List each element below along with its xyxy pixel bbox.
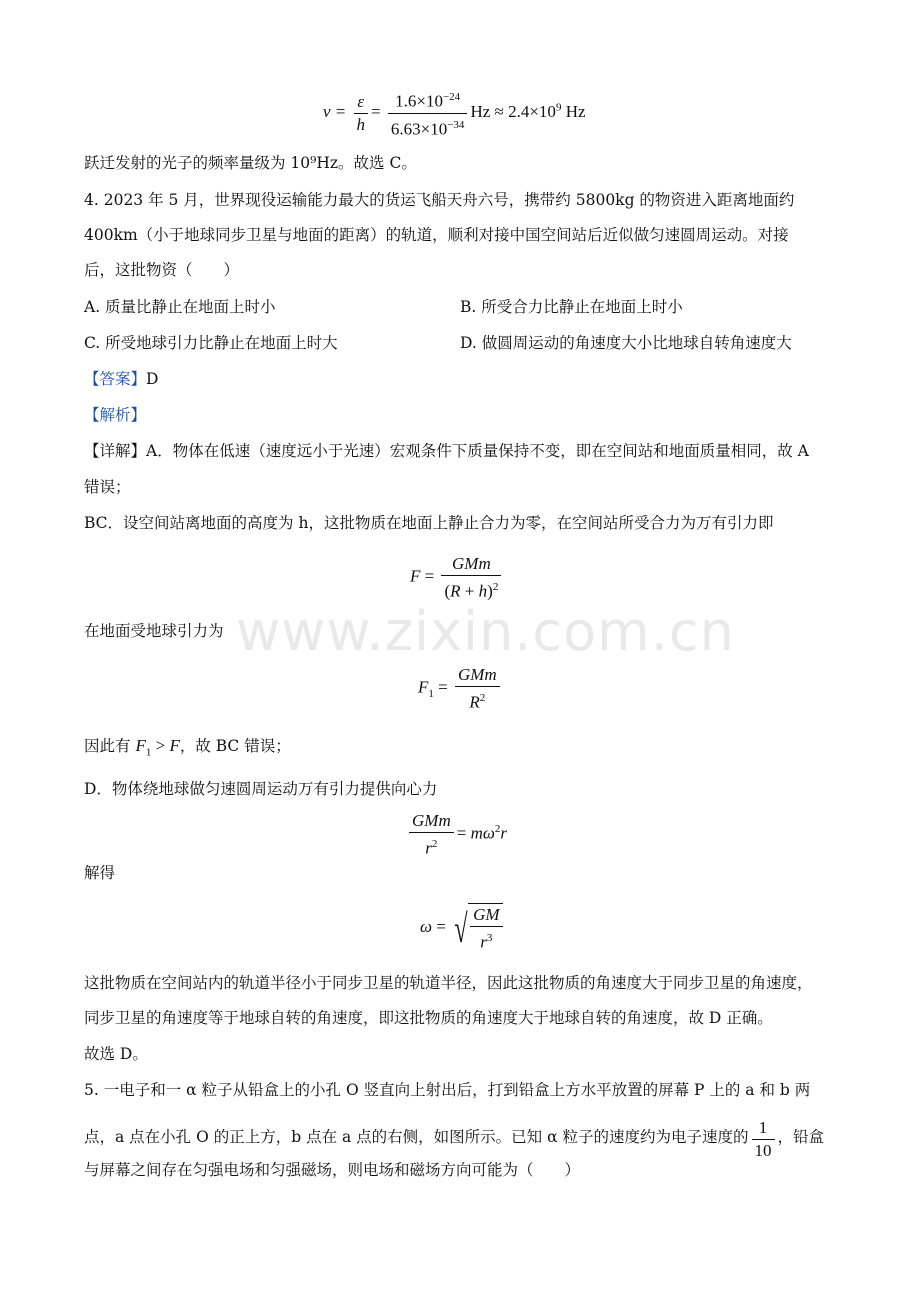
eq-rhs: Hz ≈ 2.4×10: [470, 102, 556, 122]
fraction-eps-h: [354, 91, 369, 136]
fraction-one-tenth: $\frac{1}{10}$: [752, 1117, 775, 1162]
answer-tag: 【答案】: [84, 370, 147, 388]
equation-frequency: ν = $\frac{\varepsilon}{h}$ = $\frac{1.6\times 10^{-24}}{6.63\times 10^{-34}}$ $Hz \approx 2.4\times 10^9$ Hz: [323, 86, 586, 140]
q4-option-c: C. 所受地球引力比静止在地面上时大: [84, 334, 338, 352]
fraction-gmm-r2-small: $\frac{\text{GMm}}{r^2}$: [409, 810, 454, 860]
q5-stem-line2: 点，a 点在小孔 O 的正上方，b 点在 a 点的右侧，如图所示。已知 α 粒子的速度约为电子速度的 $\frac{1}{10}$ ，铅盒: [84, 1118, 825, 1160]
frac-den: h: [356, 114, 366, 134]
frac-den: $6.63\times 10^{-34}$: [390, 118, 465, 139]
q4-d-line: D．物体绕地球做匀速圆周运动万有引力提供向心力: [84, 780, 438, 798]
equation-force-orbit: F = $\frac{\text{GMm}}{(R + h)^2}$: [410, 553, 504, 603]
q4-detail-line1: 【详解】A．物体在低速（速度远小于光速）宏观条件下质量保持不变，即在空间站和地面质量相同，故 A: [84, 442, 809, 460]
q4-answer: [84, 368, 158, 390]
q4-ground-text: 在地面受地球引力为: [84, 622, 224, 640]
fraction-gmm: $\frac{\text{GMm}}{(R + h)^2}$: [441, 553, 501, 603]
eq-rhs-exp: 9: [555, 101, 562, 114]
q4-stem-line3: 后，这批物资（ ）: [84, 261, 240, 279]
watermark: www.zixin.com.cn: [236, 600, 735, 663]
fraction-gmm-r2: $\frac{\text{GMm}}{R^2}$: [455, 664, 500, 714]
q4-option-d: D. 做圆周运动的角速度大小比地球自转角速度大: [460, 334, 792, 352]
frac-num: $1.6\times 10^{-24}$: [388, 86, 468, 114]
equation-omega: ω = √ $\frac{GM}{r^3}$: [420, 903, 503, 954]
sqrt: √ $\frac{GM}{r^3}$: [450, 903, 502, 954]
eq-lhs: ν =: [323, 102, 347, 122]
answer-value: D: [146, 370, 159, 388]
text-frequency-conclusion: 跃迁发射的光子的频率量级为 10⁹Hz。故选 C。: [84, 154, 417, 172]
q4-bc-line1: BC．设空间站离地面的高度为 h，这批物质在地面上静止合力为零，在空间站所受合力为万有引力即: [84, 514, 774, 532]
eq-rhs-unit: Hz: [561, 102, 586, 122]
q4-option-a: A. 质量比静止在地面上时小: [84, 298, 276, 316]
q4-solve-text: 解得: [84, 864, 116, 882]
inequality: $F_1 > F$: [135, 736, 180, 759]
q4-conclusion-line2: 同步卫星的角速度等于地球自转的角速度，即这批物质的角速度大于地球自转的角速度，故 D 正确。: [84, 1009, 773, 1027]
q4-detail-line2: 错误；: [84, 478, 131, 496]
q4-stem-line1: 4. 2023 年 5 月，世界现役运输能力最大的货运飞船天舟六号，携带约 5800kg 的物资进入距离地面约: [84, 191, 795, 209]
fraction-values: [388, 86, 468, 140]
q4-therefore: 因此有 $F_1 > F$，故 BC 错误；: [84, 736, 291, 759]
q4-stem-line2: 400km（小于地球同步卫星与地面的距离）的轨道，顺利对接中国空间站后近似做匀速圆周运动。对接: [84, 226, 789, 244]
q5-stem-line1: 5. 一电子和一 α 粒子从铅盒上的小孔 O 竖直向上射出后，打到铅盒上方水平放置的屏幕 P 上的 a 和 b 两: [84, 1081, 811, 1099]
analysis-tag: 【解析】: [84, 406, 147, 424]
equation-centripetal: $\frac{\text{GMm}}{r^2}$ = $m\omega^2r$: [406, 810, 507, 860]
equation-force-ground: $F_1$ = $\frac{\text{GMm}}{R^2}$: [418, 664, 503, 714]
q4-conclusion-line3: 故选 D。: [84, 1045, 148, 1063]
q4-option-b: B. 所受合力比静止在地面上时小: [460, 298, 683, 316]
frac-num: ε: [354, 91, 369, 114]
q5-stem-line3: 与屏幕之间存在匀强电场和匀强磁场，则电场和磁场方向可能为（ ）: [84, 1161, 581, 1179]
q4-conclusion-line1: 这批物质在空间站内的轨道半径小于同步卫星的轨道半径，因此这批物质的角速度大于同步卫星的角速度，: [84, 974, 813, 992]
